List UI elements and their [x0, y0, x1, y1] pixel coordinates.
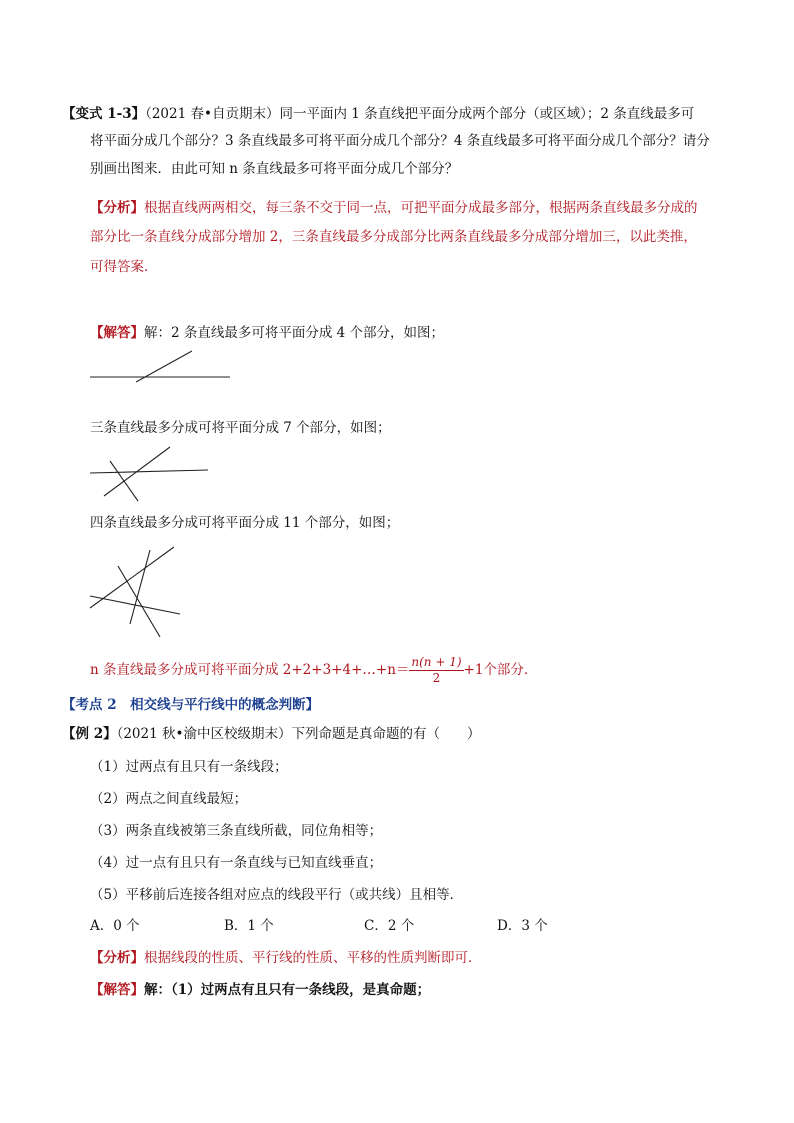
answer1-formula	[90, 654, 537, 686]
answer2-text: 解：（1）过两点有且只有一条线段，是真命题；	[144, 982, 431, 998]
example-tag: 【例 2】	[62, 726, 117, 742]
example-stem-text: （2021 秋•渝中区校级期末）下列命题是真命题的有（ ）	[116, 726, 481, 742]
option-a: A．0 个	[90, 918, 140, 934]
four-lines-figure	[88, 544, 184, 640]
analysis2-line	[90, 948, 482, 968]
example-item-1: （1）过两点有且只有一条线段；	[90, 759, 288, 775]
example-stem	[62, 724, 480, 744]
formula-suffix: +1个部分．	[463, 662, 538, 678]
option-c: C．2 个	[364, 918, 415, 934]
example-item-2: （2）两点之间直线最短；	[90, 791, 248, 807]
answer2-tag: 【解答】	[90, 982, 144, 998]
answer1-line2: 三条直线最多分成可将平面分成 7 个部分，如图；	[90, 420, 391, 436]
answer1-line1	[90, 323, 444, 343]
fig4-line-3	[130, 550, 150, 624]
answer1-line3: 四条直线最多分成可将平面分成 11 个部分，如图；	[90, 515, 400, 531]
variant-tag: 【变式 1-3】	[62, 106, 146, 122]
example-item-3: （3）两条直线被第三条直线所截，同位角相等；	[90, 823, 383, 839]
analysis2-tag: 【分析】	[90, 950, 144, 966]
fraction-numerator: n(n + 1)	[411, 655, 462, 669]
fig3-line-1	[90, 470, 208, 473]
analysis2-text: 根据线段的性质、平行线的性质、平移的性质判断即可．	[144, 950, 482, 966]
section-title: 【考点 2 相交线与平行线中的概念判断】	[62, 697, 320, 713]
example-item-4: （4）过一点有且只有一条直线与已知直线垂直；	[90, 855, 383, 871]
fig3-line-3	[110, 461, 138, 501]
analysis1-text-1: 根据直线两两相交，每三条不交于同一点，可把平面分成最多部分，根据两条直线最多分成的	[144, 200, 698, 216]
variant-question-line1	[62, 104, 694, 124]
analysis1-line3: 可得答案．	[90, 259, 158, 275]
analysis1-tag: 【分析】	[90, 200, 144, 216]
three-lines-figure	[88, 444, 212, 504]
answer1-text-1: 解：2 条直线最多可将平面分成 4 个部分，如图；	[144, 325, 445, 341]
variant-text-1: （2021 春•自贡期末）同一平面内 1 条直线把平面分成两个部分（或区域）；2 条直线最多可	[145, 106, 695, 122]
fraction-denominator: 2	[432, 671, 441, 685]
answer2-line	[90, 980, 430, 1000]
variant-question-line2: 将平面分成几个部分？3 条直线最多可将平面分成几个部分？4 条直线最多可将平面分成几个部分？请分	[90, 133, 710, 149]
example-item-5: （5）平移前后连接各组对应点的线段平行（或共线）且相等．	[90, 887, 464, 903]
answer1-tag: 【解答】	[90, 325, 144, 341]
fig4-line-4	[118, 566, 160, 637]
formula-fraction	[409, 655, 463, 686]
two-lines-figure	[88, 348, 234, 384]
analysis1-line2: 部分比一条直线分成部分增加 2，三条直线最多分成部分比两条直线最多分成部分增加三，以此类推，	[90, 229, 697, 245]
formula-prefix: n 条直线最多分成可将平面分成 2+2+3+4+…+n＝	[90, 662, 410, 678]
option-d: D．3 个	[497, 918, 548, 934]
analysis1-line1	[90, 198, 698, 218]
variant-question-line3: 别画出图来．由此可知 n 条直线最多可将平面分成几个部分？	[90, 161, 459, 177]
option-b: B．1 个	[224, 918, 274, 934]
